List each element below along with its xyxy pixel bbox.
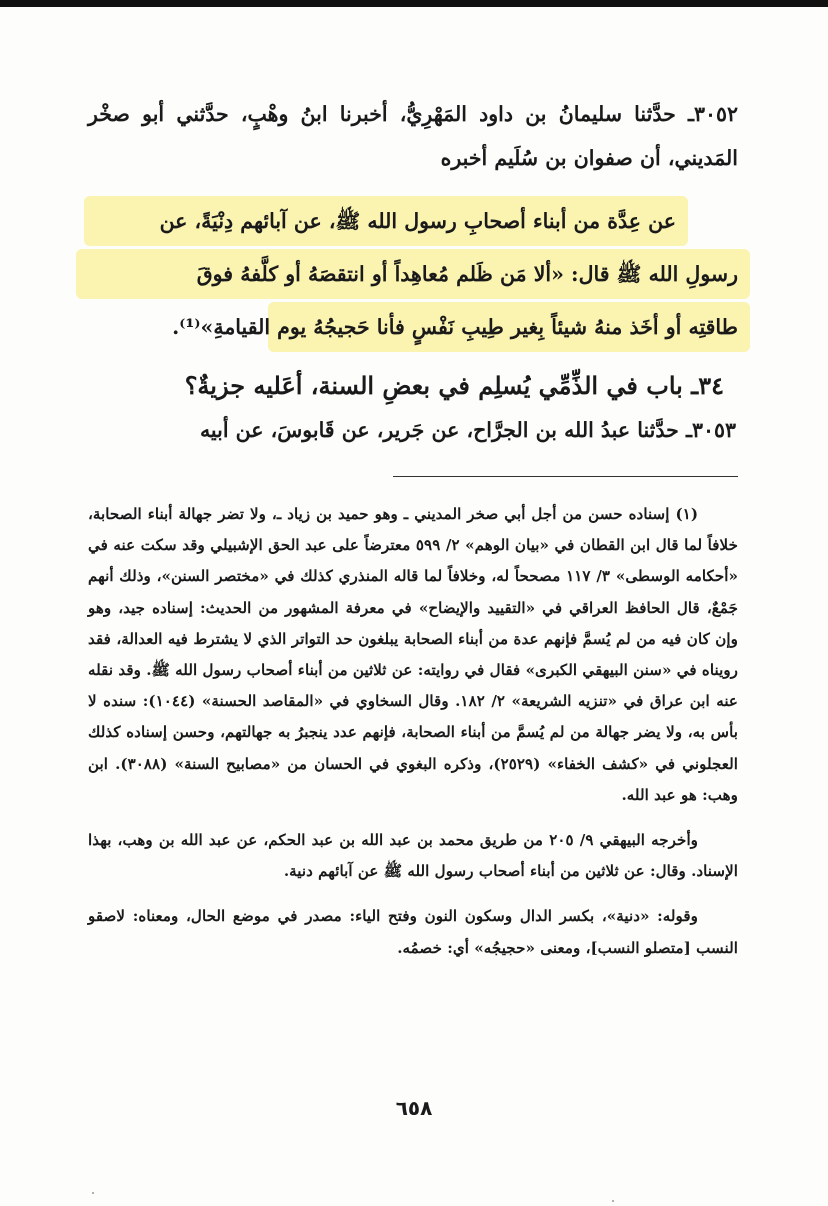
footnote-paragraph-2: وأخرجه البيهقي ٩/ ٢٠٥ من طريق محمد بن عبد الله بن عبد الحكم، عن عبد الله بن وهب، بهذا الإسناد. وقال: عن ثلاثين من أبناء أصحاب رسول الله ﷺ عن آبائهم دنية.	[88, 831, 738, 881]
top-edge-bar	[0, 0, 828, 7]
hadith-3053-chain: ٣٠٥٣ـ حدَّثنا عبدُ الله بن الجرَّاح، عن جَرير، عن قَابوسَ، عن أبيه	[199, 418, 736, 442]
hadith-3052-chain: ٣٠٥٢ـ حدَّثنا سليمانُ بن داود المَهْرِيُّ، أخبرنا ابنُ وهْبٍ، حدَّثني أبو صخْر المَديني، أن صفوان بن سُلَيم أخبره	[88, 102, 738, 170]
paper-speck	[92, 1192, 94, 1194]
footnote-paragraph-1: (١) إسناده حسن من أجل أبي صخر المديني ـ وهو حميد بن زياد ـ، ولا تضر جهالة أبناء الصحابة، خلافاً لما قال ابن القطان في «بيان الوهم» ٢/ ٥٩٩ معترضاً على عبد الحق الإشبيلي وقد سكت عنه في «أحكامه الوسطى» ٣/ ١١٧ مصححاً له، وخلافاً لما قاله المنذري كذلك في «مختصر السنن»، وذلك أنهم جَمْعٌ، قال الحافظ العراقي في «التقييد والإيضاح» في معرفة المشهور من الحديث: إسناده جيد، وهو وإن كان فيه من لم يُسمَّ فإنهم عدة من أبناء الصحابة يبلغون حد التواتر الذي لا يشترط فيه العدالة، فقد رويناه في «سنن البيهقي الكبرى» فقال في روايته: عن ثلاثين من أبناء أصحاب رسول الله ﷺ. وقد نقله عنه ابن عراق في «تنزيه الشريعة» ٢/ ١٨٢. وقال السخاوي في «المقاصد الحسنة» (١٠٤٤): سنده لا بأس به، ولا يضر جهالة من لم يُسمَّ من أبناء الصحابة، فإنهم عدد ينجبرُ به جهالتهم، وحسن إسناده كذلك العجلوني في «كشف الخفاء» (٢٥٢٩)، وذكره البغوي في الحسان من «مصابيح السنة» (٣٠٨٨). ابن وهب: هو عبد الله.	[88, 505, 738, 804]
page-number: ٦٥٨	[395, 1096, 433, 1120]
footnotes	[88, 499, 738, 964]
highlighted-hadith-text	[88, 196, 738, 352]
paper-speck	[612, 1200, 614, 1202]
highlighted-line-2: رسولِ الله ﷺ قال: «ألا مَن ظَلم مُعاهِداً أو انتقصَهُ أو كلَّفهُ فوقَ	[76, 249, 750, 299]
highlighted-line-1: عن عِدَّة من أبناء أصحابِ رسول الله ﷺ، عن آبائهم دِنْيَةً، عن	[84, 196, 688, 246]
highlighted-line-3: طاقتِه أو أخَذ منهُ شيئاً بِغير طِيبِ نَفْسٍ فأنا حَجيجُهُ يوم القيامةِ»⁽¹⁾.	[268, 302, 750, 352]
chapter-heading: ٣٤ـ باب في الذِّمِّي يُسلِم في بعضِ السنة، أعَليه جزيةٌ؟	[184, 371, 724, 400]
footnote-divider	[393, 476, 738, 477]
footnote-paragraph-3: وقوله: «دنية»، بكسر الدال وسكون النون وفتح الياء: مصدر في موضع الحال، ومعناه: لاصقو النسب [متصلو النسب]، ومعنى «حجيجُه» أي: خصمُه.	[88, 907, 738, 957]
book-page	[88, 88, 738, 964]
